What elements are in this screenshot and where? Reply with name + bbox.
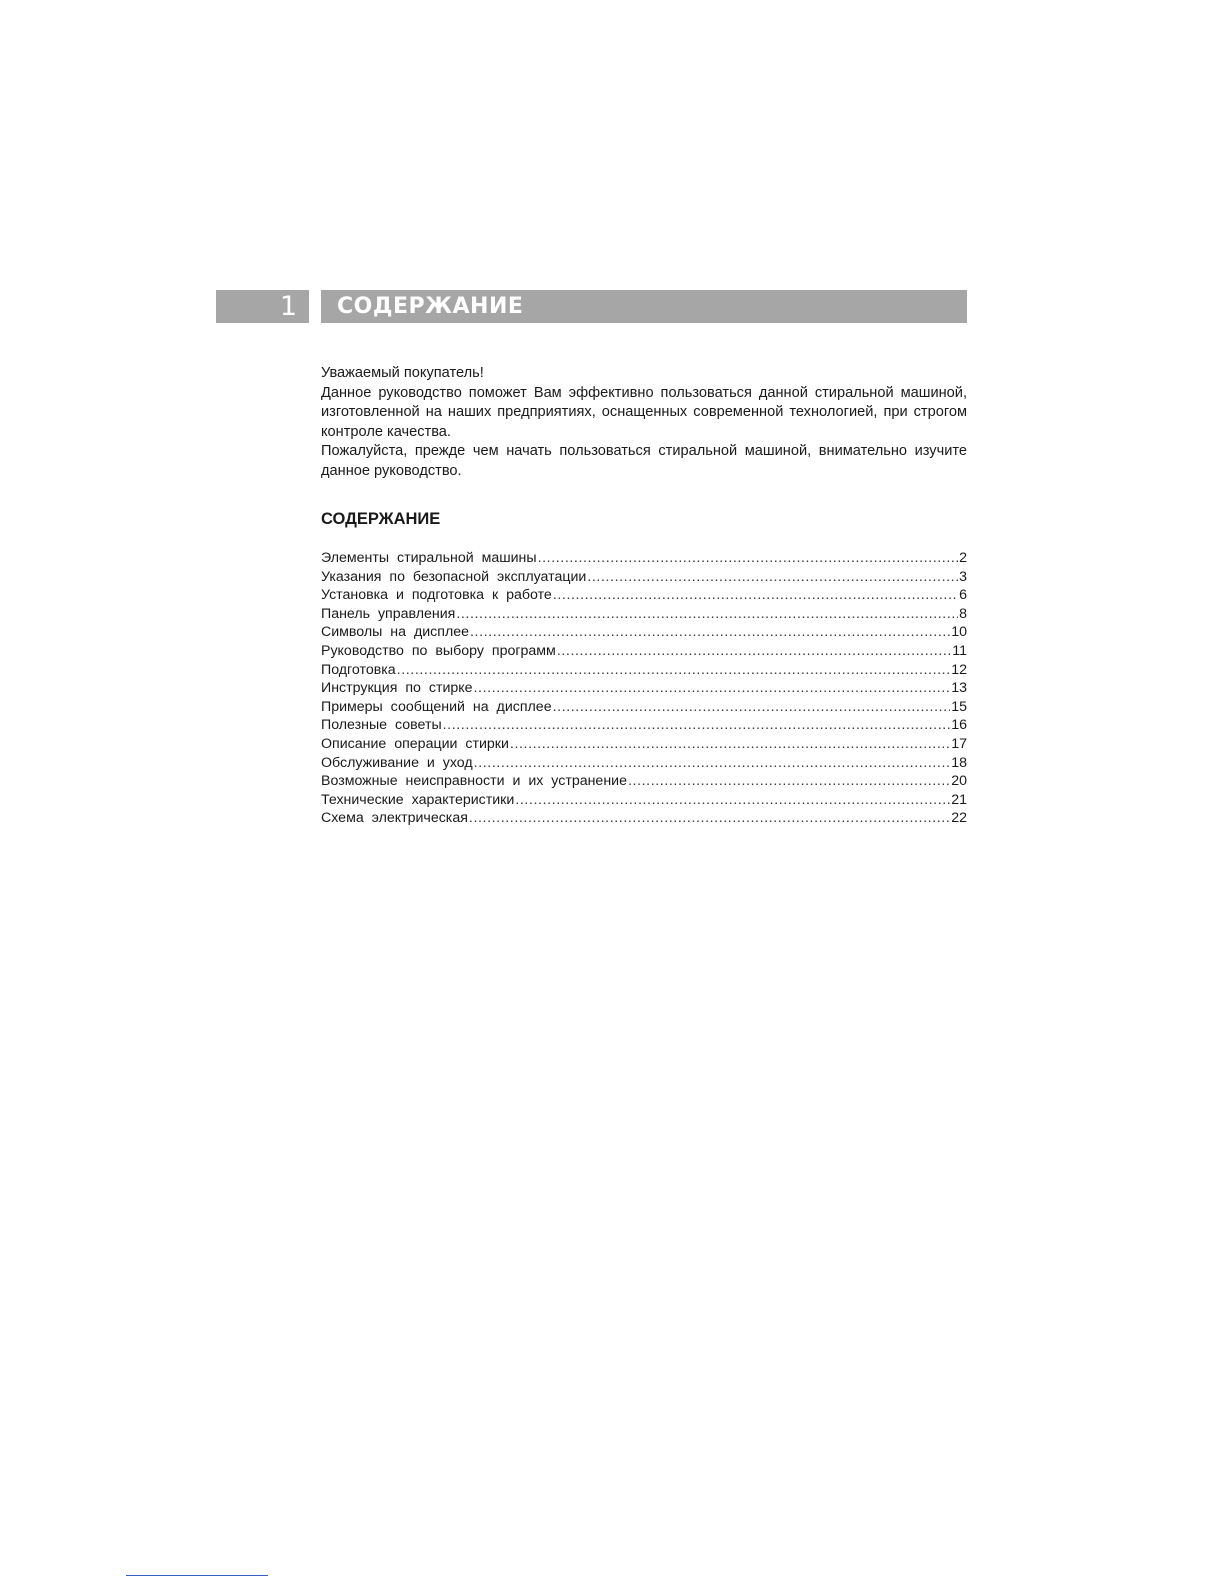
toc-entry-page: 8 xyxy=(959,605,967,622)
toc-leader-dots xyxy=(553,586,958,605)
intro-paragraph-2: Пожалуйста, прежде чем начать пользоваться стиральной машиной, внимательно изучите данное руководство. xyxy=(321,443,967,479)
toc-entry-title: Возможные неисправности и их устранение xyxy=(321,773,627,790)
toc-entry[interactable] xyxy=(321,809,967,828)
toc-entry-page: 16 xyxy=(951,717,967,734)
intro-paragraph-1: Данное руководство поможет Вам эффективно пользоваться данной стиральной машиной, изготовленной на наших предприятиях, оснащенных современной технологией, при строгом контроле качества. xyxy=(321,384,967,440)
toc-entry-page: 12 xyxy=(951,661,967,678)
section-title-bar: СОДЕРЖАНИЕ xyxy=(321,290,967,323)
toc-entry-page: 2 xyxy=(959,550,967,566)
toc-entry[interactable] xyxy=(321,661,967,680)
toc-entry[interactable] xyxy=(321,735,967,754)
toc-entry[interactable] xyxy=(321,642,967,661)
toc-entry-title: Обслуживание и уход xyxy=(321,754,473,771)
toc-heading: СОДЕРЖАНИЕ xyxy=(321,510,441,528)
toc-leader-dots xyxy=(628,772,950,791)
toc-entry-page: 20 xyxy=(951,773,967,790)
toc-entry-page: 10 xyxy=(951,624,967,641)
toc-entry-title: Руководство по выбору программ xyxy=(321,642,556,659)
toc-leader-dots xyxy=(456,605,958,624)
toc-entry-page: 18 xyxy=(951,754,967,771)
toc-entry[interactable] xyxy=(321,754,967,773)
toc-entry[interactable] xyxy=(321,549,967,568)
footer-divider xyxy=(126,1575,268,1576)
toc-entry-title: Элементы стиральной машины xyxy=(321,550,537,566)
toc-leader-dots xyxy=(474,754,951,773)
intro-text xyxy=(321,364,967,482)
toc-entry[interactable] xyxy=(321,623,967,642)
toc-leader-dots xyxy=(474,679,951,698)
toc-entry-page: 22 xyxy=(951,810,967,827)
toc-leader-dots xyxy=(470,623,950,642)
intro-greeting: Уважаемый покупатель! xyxy=(321,365,484,381)
toc-leader-dots xyxy=(469,809,950,828)
toc-entry[interactable] xyxy=(321,568,967,587)
table-of-contents xyxy=(321,549,967,828)
toc-entry-page: 13 xyxy=(951,680,967,697)
toc-leader-dots xyxy=(557,642,951,661)
toc-entry[interactable] xyxy=(321,698,967,717)
toc-leader-dots xyxy=(553,698,951,717)
toc-entry-title: Полезные советы xyxy=(321,717,442,734)
toc-entry-page: 21 xyxy=(951,791,967,808)
toc-entry-title: Технические характеристики xyxy=(321,791,515,808)
toc-leader-dots xyxy=(397,661,951,680)
toc-entry-title: Подготовка xyxy=(321,661,396,678)
toc-entry[interactable] xyxy=(321,791,967,810)
toc-entry-title: Панель управления xyxy=(321,605,456,622)
toc-entry-page: 6 xyxy=(959,587,967,604)
toc-leader-dots xyxy=(443,716,951,735)
toc-entry[interactable] xyxy=(321,716,967,735)
toc-entry-title: Схема электрическая xyxy=(321,810,468,827)
toc-entry[interactable] xyxy=(321,586,967,605)
toc-entry-page: 15 xyxy=(951,698,967,715)
toc-leader-dots xyxy=(538,549,959,568)
toc-entry[interactable] xyxy=(321,605,967,624)
toc-entry[interactable] xyxy=(321,772,967,791)
toc-entry-title: Примеры сообщений на дисплее xyxy=(321,698,552,715)
toc-leader-dots xyxy=(587,568,958,587)
toc-leader-dots xyxy=(515,791,950,810)
toc-entry-title: Символы на дисплее xyxy=(321,624,470,641)
toc-entry-title: Описание операции стирки xyxy=(321,735,509,752)
toc-entry-page: 17 xyxy=(951,735,967,752)
toc-entry-title: Установка и подготовка к работе xyxy=(321,587,552,604)
toc-entry[interactable] xyxy=(321,679,967,698)
toc-leader-dots xyxy=(510,735,950,754)
toc-entry-page: 3 xyxy=(959,568,967,585)
section-number-badge: 1 xyxy=(216,290,309,323)
toc-entry-title: Указания по безопасной эксплуатации xyxy=(321,568,587,585)
toc-entry-page: 11 xyxy=(952,642,967,659)
toc-entry-title: Инструкция по стирке xyxy=(321,680,473,697)
